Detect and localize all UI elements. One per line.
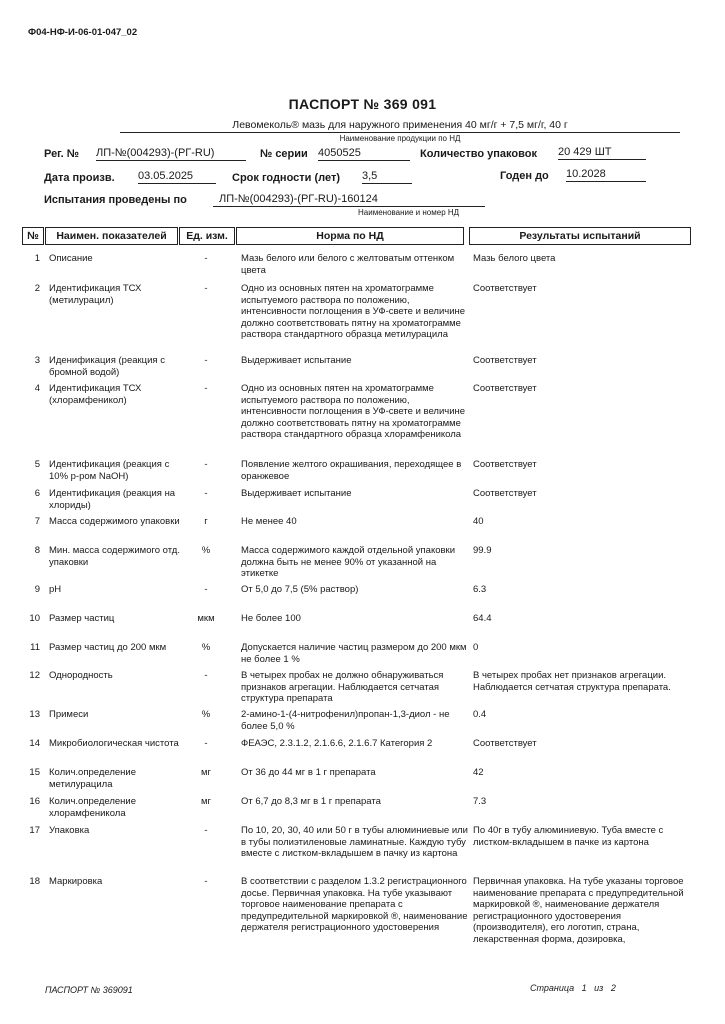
row-result: 42 — [473, 767, 484, 778]
row-result: 6.3 — [473, 584, 487, 595]
series-label: № серии — [260, 148, 308, 160]
row-unit: - — [204, 738, 208, 749]
row-unit: - — [204, 253, 208, 264]
row-norm: Выдерживает испытание — [241, 488, 352, 499]
reg-label: Рег. № — [44, 148, 80, 160]
row-num: 14 — [29, 738, 40, 749]
row-name: Иденификация (реакция с бромной водой) — [49, 355, 165, 378]
row-norm: 2-амино-1-(4-нитрофенил)пропан-1,3-диол - не более 5,0 % — [241, 709, 450, 732]
passport-title: ПАСПОРТ № 369 091 — [288, 96, 437, 112]
row-name: Микробиологическая чистота — [49, 738, 179, 749]
row-norm: Одно из основных пятен на хроматограмме испытуемого раствора по положению, интенсивности поглощения в УФ-свете и величине должно соответствовать пятну на хроматограмме раствора стандартного образца хлорамфеникола — [241, 383, 466, 440]
row-norm: Мазь белого или белого с желтоватым оттенком цвета — [241, 253, 455, 276]
row-num: 5 — [34, 459, 40, 470]
row-name: Идентификация ТСХ (хлорамфеникол) — [49, 383, 142, 406]
row-unit: мкм — [197, 613, 215, 624]
row-name: Колич.определение хлорамфеникола — [49, 796, 137, 819]
product-caption: Наименование продукции по НД — [339, 134, 461, 143]
row-num: 18 — [29, 876, 40, 887]
row-name: Описание — [49, 253, 93, 264]
tests-label: Испытания проведены по — [44, 194, 187, 206]
row-num: 9 — [34, 584, 40, 595]
row-result: 64.4 — [473, 613, 492, 624]
row-norm: В четырех пробах не должно обнаруживаться признаков агрегации. Наблюдается сетчатая структура препарата — [241, 670, 444, 704]
row-unit: - — [204, 584, 208, 595]
row-num: 6 — [34, 488, 40, 499]
row-num: 4 — [34, 383, 40, 394]
row-unit: % — [201, 642, 211, 653]
tests-value: ЛП-№(004293)-(РГ-RU)-160124 — [213, 193, 485, 207]
reg-value: ЛП-№(004293)-(РГ-RU) — [96, 147, 246, 161]
row-result: 0 — [473, 642, 479, 653]
row-result: Соответствует — [473, 488, 537, 499]
row-num: 12 — [29, 670, 40, 681]
header-num: № — [22, 227, 44, 245]
product-name: Левомеколь® мазь для наружного применения 40 мг/г + 7,5 мг/г, 40 г — [120, 119, 680, 133]
row-name: Примеси — [49, 709, 89, 720]
footer-passport-number: ПАСПОРТ № 369091 — [45, 985, 133, 995]
series-value: 4050525 — [318, 147, 410, 161]
row-name: Размер частиц — [49, 613, 115, 624]
header-result: Результаты испытаний — [469, 227, 691, 245]
row-norm: В соответствии с разделом 1.3.2 регистрационного досье. Первичная упаковка. На тубе указывают торговое наименование препарата с предупредительной маркировкой ®, наименование держателя регистрационного удостоверения — [241, 876, 468, 933]
row-result: 40 — [473, 516, 484, 527]
row-num: 15 — [29, 767, 40, 778]
row-unit: % — [201, 709, 211, 720]
row-name: pH — [49, 584, 62, 595]
row-name: Однородность — [49, 670, 113, 681]
row-norm: От 6,7 до 8,3 мг в 1 г препарата — [241, 796, 381, 807]
row-result: Соответствует — [473, 283, 537, 294]
row-unit: - — [204, 670, 208, 681]
header-unit: Ед. изм. — [179, 227, 235, 245]
footer-page-total: 2 — [610, 983, 616, 993]
row-num: 11 — [30, 642, 40, 653]
shelf-value: 3,5 — [362, 170, 412, 184]
header-name: Наимен. показателей — [45, 227, 178, 245]
row-unit: - — [204, 488, 208, 499]
footer-page-indicator — [530, 983, 616, 993]
row-name: Маркировка — [49, 876, 103, 887]
row-name: Мин. масса содержимого отд. упаковки — [49, 545, 180, 568]
row-unit: - — [204, 383, 208, 394]
row-result: 99.9 — [473, 545, 492, 556]
row-norm: Масса содержимого каждой отдельной упаковки должна быть не менее 90% от указанной на этикетке — [241, 545, 456, 579]
row-unit: - — [204, 283, 208, 294]
valid-value: 10.2028 — [566, 168, 646, 182]
row-norm: Появление желтого окрашивания, переходящее в оранжевое — [241, 459, 462, 482]
valid-label: Годен до — [500, 170, 549, 182]
row-name: Упаковка — [49, 825, 90, 836]
footer-page-word: Страница — [530, 983, 575, 993]
row-result: Соответствует — [473, 459, 537, 470]
row-unit: - — [204, 355, 208, 366]
row-name: Колич.определение метилурацила — [49, 767, 137, 790]
header-norm: Норма по НД — [236, 227, 464, 245]
row-unit: % — [201, 545, 211, 556]
row-result: Соответствует — [473, 383, 537, 394]
row-norm: Не более 100 — [241, 613, 301, 624]
row-num: 3 — [34, 355, 40, 366]
row-norm: Не менее 40 — [241, 516, 297, 527]
row-num: 2 — [34, 283, 40, 294]
row-unit: мг — [201, 767, 211, 778]
row-name: Масса содержимого упаковки — [49, 516, 180, 527]
row-num: 7 — [34, 516, 40, 527]
row-norm: По 10, 20, 30, 40 или 50 г в тубы алюминиевые или в тубы полиэтиленовые ламинатные. Каждую тубу вместе с листком-вкладышем в пачку из картона — [241, 825, 468, 859]
row-norm: Выдерживает испытание — [241, 355, 352, 366]
qty-value: 20 429 ШТ — [558, 146, 646, 160]
tests-caption: Наименование и номер НД — [358, 208, 460, 217]
row-num: 10 — [29, 613, 40, 624]
row-norm: От 5,0 до 7,5 (5% раствор) — [241, 584, 359, 595]
row-num: 13 — [29, 709, 40, 720]
row-result: Соответствует — [473, 355, 537, 366]
row-norm: От 36 до 44 мг в 1 г препарата — [241, 767, 376, 778]
date-label: Дата произв. — [44, 172, 115, 184]
row-unit: - — [204, 459, 208, 470]
row-result: 0.4 — [473, 709, 487, 720]
row-result: В четырех пробах нет признаков агрегации. Наблюдается сетчатая структура препарата. — [473, 670, 671, 693]
row-num: 16 — [29, 796, 40, 807]
row-result: По 40г в тубу алюминиевую. Туба вместе с листком-вкладышем в пачке из картона — [473, 825, 664, 848]
footer-page-num: 1 — [581, 983, 587, 993]
row-result: Первичная упаковка. На тубе указаны торговое наименование препарата с предупредительной маркировкой ®, наименование держателя регистрационного удостоверения (производителя), его логотип, страна, лекарственная форма, дозировка, — [473, 876, 684, 945]
row-num: 1 — [34, 253, 40, 264]
row-unit: - — [204, 876, 208, 887]
row-result: 7.3 — [473, 796, 487, 807]
row-unit: г — [204, 516, 208, 527]
shelf-label: Срок годности (лет) — [232, 172, 341, 184]
row-unit: - — [204, 825, 208, 836]
row-name: Идентификация ТСХ (метилурацил) — [49, 283, 142, 306]
row-num: 8 — [34, 545, 40, 556]
row-name: Размер частиц до 200 мкм — [49, 642, 167, 653]
document-code: Ф04-НФ-И-06-01-047_02 — [28, 27, 138, 38]
row-norm: Одно из основных пятен на хроматограмме испытуемого раствора по положению, интенсивности поглощения в УФ-свете и величине должно соответствовать пятну на хроматограмме раствора стандартного образца метилурацила — [241, 283, 466, 340]
row-result: Соответствует — [473, 738, 537, 749]
row-unit: мг — [201, 796, 211, 807]
row-name: Идентификация (реакция на хлориды) — [49, 488, 176, 511]
row-norm: ФЕАЭС, 2.3.1.2, 2.1.6.6, 2.1.6.7 Категория 2 — [241, 738, 433, 749]
row-result: Мазь белого цвета — [473, 253, 556, 264]
row-num: 17 — [29, 825, 40, 836]
qty-label: Количество упаковок — [420, 148, 537, 160]
row-norm: Допускается наличие частиц размером до 200 мкм не более 1 % — [241, 642, 467, 665]
date-value: 03.05.2025 — [138, 170, 216, 184]
row-name: Идентификация (реакция с 10% р-ром NaOH) — [49, 459, 170, 482]
footer-page-of: из — [594, 983, 604, 993]
